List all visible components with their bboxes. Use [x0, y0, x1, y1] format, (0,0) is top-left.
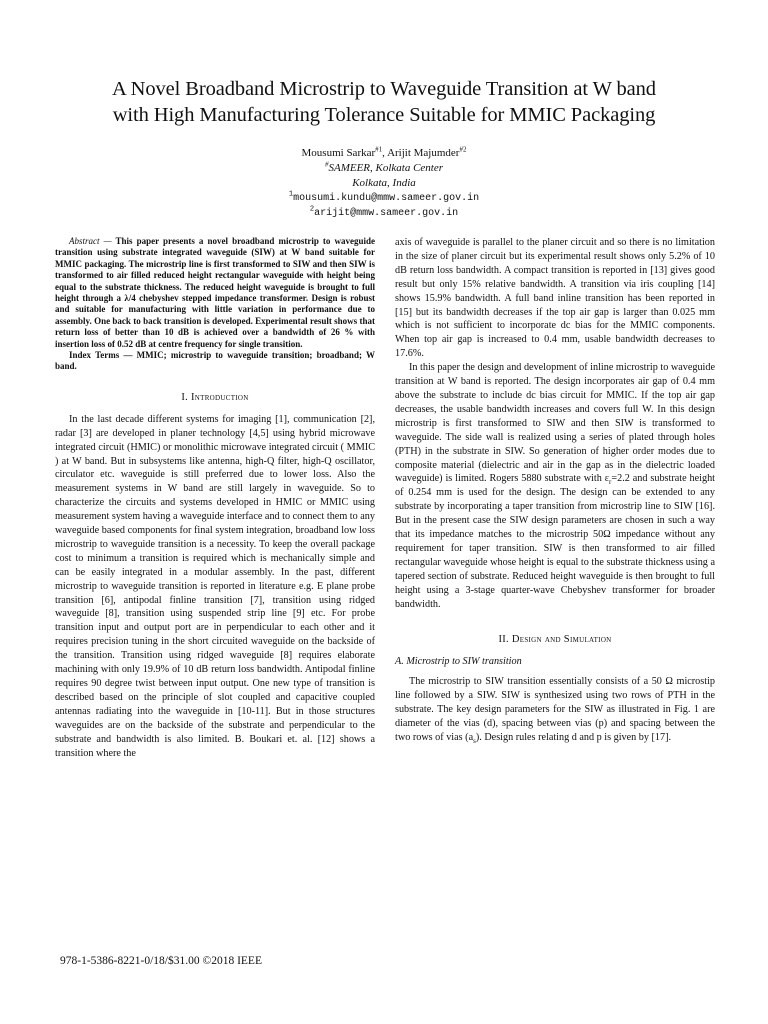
- epsilon-subscript: r: [609, 478, 612, 487]
- intro-paragraph-1-continued: axis of waveguide is parallel to the planer circuit and so there is no limitation in the size of planer circuit but its experimental result shows only 5.2% of 10 dB return loss bandwidth. A compact transition is reported in [13] gives good result but only 15% relative bandwidth. A transition via iris coupling [14] shows 15.9% bandwidth. A full band inline transition has been reported in [15] but its bandwidth decreases if the top air gap is larger than 0.025 mm which is not sufficient to incorporate dc bias for the MMIC components. When top air gap is increased to 0.4 mm, usable bandwidth decreases to 17.6%.: [395, 237, 715, 360]
- as-subscript: s: [473, 736, 476, 745]
- left-column: [55, 236, 375, 760]
- affiliation-name: SAMEER, Kolkata Center: [328, 162, 444, 174]
- section-heading-design: II. Design and Simulation: [498, 634, 612, 646]
- intro-paragraph-2-a: In this paper the design and development of inline microstrip to waveguide transition at W band is reported. The design incorporates air gap of 0.4 mm above the substrate to include dc bias circuit for MMIC. If the top air gap decreases, the usable bandwidth increases and covers full W. In this design microstrip is first transformed to SIW and then SIW is transformed to waveguide. The side wall is realized using a series of plated through holes (PTH) in the substrate in SIW. So generation of higher order modes due to composite material (dielectric and air in the gap as in the dielectric loaded waveguide) is limited. Rogers 5880 substrate with ε: [395, 362, 715, 485]
- email-2[interactable]: [0, 206, 768, 221]
- email-1-sup: 1: [288, 190, 294, 199]
- abstract-lead: Abstract —: [69, 236, 112, 246]
- email-2-address[interactable]: arijit@mmw.sameer.gov.in: [314, 208, 459, 219]
- right-column: [395, 236, 715, 745]
- author-separator: ,: [382, 147, 388, 159]
- author-sup-1: #1: [375, 145, 383, 154]
- author-name-2: Arijit Majumder: [387, 147, 460, 159]
- index-terms: Index Terms — MMIC; microstrip to waveguide transition; broadband; W band.: [55, 350, 375, 372]
- paper-title: [40, 76, 728, 128]
- design-paragraph-1-b: ). Design rules relating d and p is given by [17].: [475, 731, 672, 743]
- affiliation: [0, 161, 768, 176]
- intro-paragraph-2-b: =2.2 and substrate height of 0.254 mm is used for the design. The design can be extended to any substrate by incorporating a taper transition from microstrip line to SIW [16]. But in the present case the SIW design parameters are chosen in such a way that its impedance matches to the microstrip 50Ω impedance without any requirement for taper transition. SIW is then transformed to air filled rectangular waveguide whose height is equal to the substrate thickness using a tapered section of substrate. Reduced height waveguide is then brought to full height using a 3-stage quarter-wave Chebyshev transformer for broader bandwidth.: [395, 473, 715, 610]
- subsection-heading-microstrip-siw: A. Microstrip to SIW transition: [395, 656, 522, 668]
- author-names: [0, 146, 768, 161]
- abstract: [55, 236, 375, 350]
- abstract-text: This paper presents a novel broadband microstrip to waveguide transition using substrate integrated waveguide (SIW) at W band suitable for MMIC packaging. The microstrip line is first transformed to SIW and then SIW is transformed to air filled reduced height rectangular waveguide with height being equal to the substrate thickness. The reduced height waveguide is brought to full height through a λ/4 chebyshev stepped impedance transformer. Design is robust and suitable for manufacturing with little variation in performance due to assembly. One back to back transition is developed. Experimental result shows that return loss of better than 10 dB is achieved over a bandwidth of 26 % with insertion loss of 0.52 dB at centre frequency for single transition.: [55, 236, 375, 349]
- email-2-sup: 2: [309, 205, 315, 214]
- intro-paragraph-1: In the last decade different systems for imaging [1], communication [2], radar [3] are developed in planer technology [4,5] using hybrid microwave integrated circuit (HMIC) or monolithic microwave integrated circuit ( MMIC ) at W band. But in subsystems like antenna, high-Q filter, high-Q oscillator, circulator etc. waveguide is still preferred due to lower loss. Also the measurement systems in W band are still largely in waveguide. So to characterize the circuits and systems developed in HMIC or MMIC using measurement system having a waveguide interface and to connect them to any waveguide based components for final system integration, broadband low loss microstrip to waveguide transition is a necessity. To keep the overall package cost to minimum a transition is required which is mechanically simple and can be easily integrated in a modular assembly. In the past, different microstrip to waveguide transition is reported in literature e.g. E plane probe transition [6], antipodal finline transition [7], transition using ridged waveguide [8], transition using suspended strip line [9] etc. For probe transition input and output port are in perpendicular to each other and it requires precision tuning in the short circuited waveguide on the backside of the transition. Transition using ridged waveguide [8] requires elaborate machining with only 19.9% of 10 dB return loss bandwidth. Antipodal finline requires 90 degree twist between input output. One new type of transition is described based on the principle of slot coupled and capacitive coupled antennas radiating into the waveguide in [10-11]. But in those structures waveguides are on the backside of the substrate and perpendicular to the substrate and bandwidth is also limited. B. Boukari et. al. [12] shows a transition where the: [55, 413, 375, 759]
- section-heading-introduction: I. Introduction: [181, 391, 249, 403]
- email-1[interactable]: [0, 191, 768, 206]
- affiliation-sup: #: [324, 160, 329, 169]
- copyright-footer: 978-1-5386-8221-0/18/$31.00 ©2018 IEEE: [60, 955, 262, 967]
- author-name-1: Mousumi Sarkar: [301, 147, 376, 159]
- design-paragraph-1: [395, 675, 715, 745]
- title-line-1: A Novel Broadband Microstrip to Waveguide Transition at W band: [112, 78, 656, 100]
- author-sup-2: #2: [459, 145, 467, 154]
- design-paragraph-1-a: The microstrip to SIW transition essentially consists of a 50 Ω microstip line followed by a SIW. SIW is synthesized using two rows of PTH in the substrate. The key design parameters for the SIW as illustrated in Fig. 1 are diameter of the vias (d), spacing between vias (p) and spacing between the two rows of vias (a: [395, 676, 715, 743]
- affiliation-city: Kolkata, India: [352, 177, 416, 189]
- author-block: [0, 146, 768, 221]
- email-1-address[interactable]: mousumi.kundu@mmw.sameer.gov.in: [293, 193, 480, 204]
- title-line-2: with High Manufacturing Tolerance Suitable for MMIC Packaging: [112, 104, 656, 126]
- intro-paragraph-2: [395, 361, 715, 611]
